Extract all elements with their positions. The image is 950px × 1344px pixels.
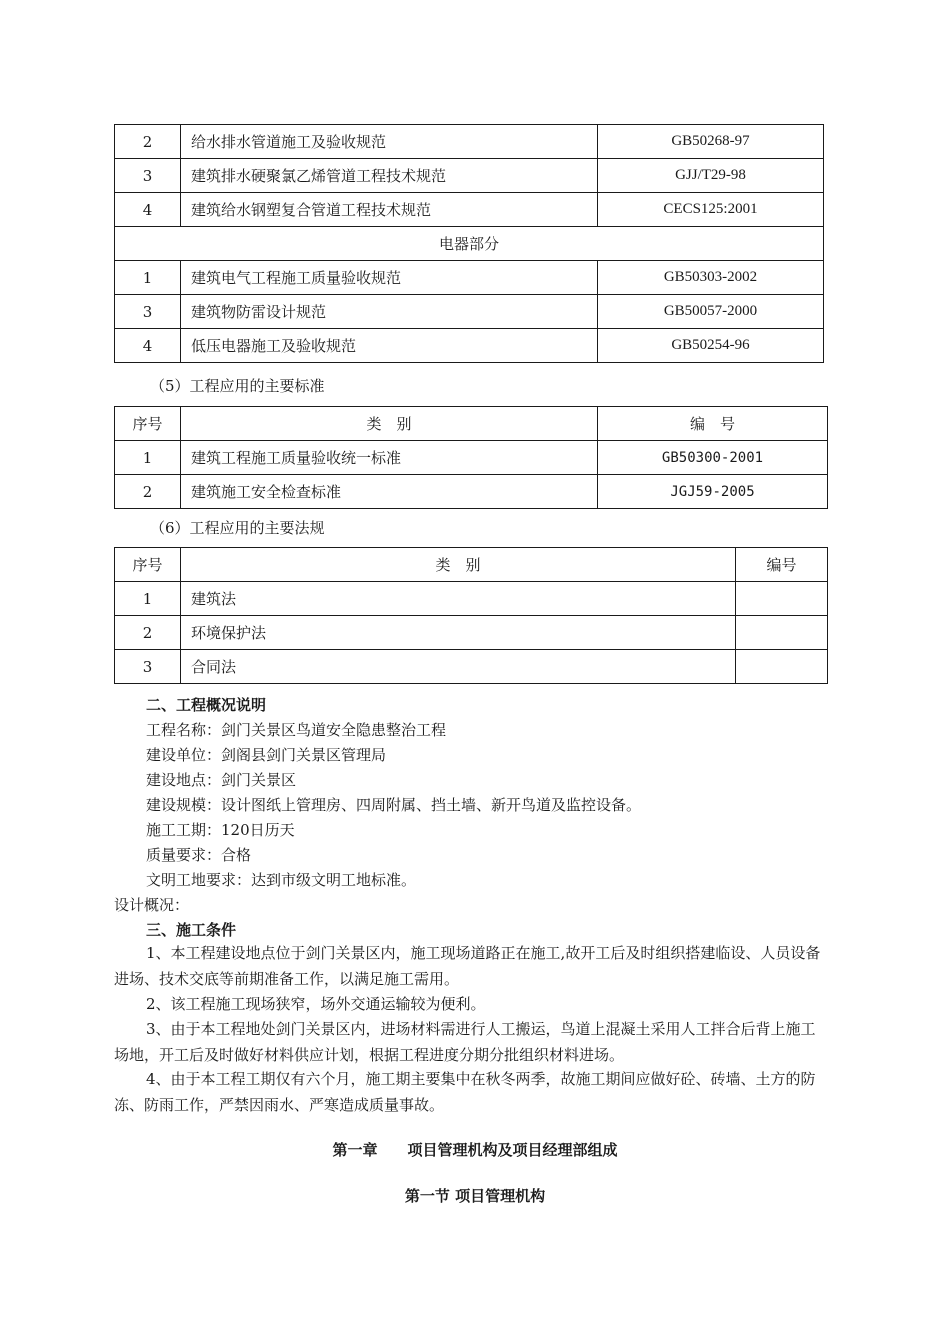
header-number: 序号 [115,548,181,582]
overview-item: 施工工期：120日历天 [146,821,295,839]
row-number: 1 [115,441,181,475]
table-header-row [115,407,828,441]
caption-main-regulations: （6）工程应用的主要法规 [150,519,325,537]
header-code: 编号 [736,548,828,582]
standard-name: 给水排水管道施工及验收规范 [181,125,598,159]
section-row [115,227,824,261]
conditions-paragraph: 4、由于本工程工期仅有六个月，施工期主要集中在秋冬两季，故施工期间应做好砼、砖墙、土方的防冻、防雨工作，严禁因雨水、严寒造成质量事故。 [114,1070,816,1114]
overview-item: 工程名称：剑门关景区鸟道安全隐患整治工程 [146,721,447,739]
table-row [115,261,824,295]
design-overview-label: 设计概况： [114,896,190,914]
table-row [115,125,824,159]
conditions-paragraph: 3、由于本工程地处剑门关景区内，进场材料需进行人工搬运，鸟道上混凝土采用人工拌合后背上施工场地，开工后及时做好材料供应计划，根据工程进度分期分批组织材料进场。 [114,1020,816,1064]
conditions-paragraph: 2、该工程施工现场狭窄，场外交通运输较为便利。 [146,995,486,1013]
regulation-code [736,616,828,650]
header-category: 类 别 [181,548,736,582]
caption-main-standards: （5）工程应用的主要标准 [150,377,325,395]
row-number: 1 [115,261,181,295]
table-header-row [115,548,828,582]
table-row [115,329,824,363]
table-row [115,159,824,193]
overview-item: 质量要求：合格 [146,846,252,864]
row-number: 2 [115,616,181,650]
row-number: 3 [115,295,181,329]
regulation-name: 环境保护法 [181,616,736,650]
header-number: 序号 [115,407,181,441]
standard-name: 建筑施工安全检查标准 [181,475,598,509]
main-regulations-table [114,547,828,684]
table-row [115,616,828,650]
table-row [115,441,828,475]
header-category: 类 别 [181,407,598,441]
overview-item: 建设单位：剑阁县剑门关景区管理局 [146,746,387,764]
table-row [115,475,828,509]
row-number: 2 [115,475,181,509]
standards-table-drainage-electrical [114,124,824,363]
standard-code: GB50268-97 [598,125,824,159]
standard-name: 建筑给水钢塑复合管道工程技术规范 [181,193,598,227]
standard-name: 建筑电气工程施工质量验收规范 [181,261,598,295]
section-title: 电器部分 [115,227,824,261]
conditions-heading: 三、施工条件 [146,921,237,939]
row-number: 1 [115,582,181,616]
chapter-title: 第一章 项目管理机构及项目经理部组成 [332,1141,618,1159]
standard-name: 建筑排水硬聚氯乙烯管道工程技术规范 [181,159,598,193]
standard-name: 低压电器施工及验收规范 [181,329,598,363]
row-number: 4 [115,193,181,227]
overview-item: 建设规模：设计图纸上管理房、四周附属、挡土墙、新开鸟道及监控设备。 [146,796,642,814]
row-number: 3 [115,159,181,193]
row-number: 2 [115,125,181,159]
row-number: 4 [115,329,181,363]
table-row [115,650,828,684]
regulation-code [736,582,828,616]
regulation-code [736,650,828,684]
table-row [115,295,824,329]
standard-name: 建筑物防雷设计规范 [181,295,598,329]
main-standards-table [114,406,828,509]
regulation-name: 建筑法 [181,582,736,616]
table-row [115,582,828,616]
regulation-name: 合同法 [181,650,736,684]
overview-item: 建设地点：剑门关景区 [146,771,297,789]
standard-code: GJJ/T29-98 [598,159,824,193]
header-code: 编 号 [598,407,828,441]
standard-name: 建筑工程施工质量验收统一标准 [181,441,598,475]
standard-code: GB50300-2001 [598,441,828,475]
row-number: 3 [115,650,181,684]
table-row [115,193,824,227]
standard-code: GB50303-2002 [598,261,824,295]
conditions-paragraph: 1、本工程建设地点位于剑门关景区内，施工现场道路正在施工,故开工后及时组织搭建临设、人员设备进场、技术交底等前期准备工作，以满足施工需用。 [114,944,821,988]
standard-code: CECS125:2001 [598,193,824,227]
overview-item: 文明工地要求：达到市级文明工地标准。 [146,871,417,889]
standard-code: GB50254-96 [598,329,824,363]
section-title: 第一节 项目管理机构 [404,1187,546,1205]
standard-code: JGJ59-2005 [598,475,828,509]
overview-heading: 二、工程概况说明 [146,696,267,714]
standard-code: GB50057-2000 [598,295,824,329]
